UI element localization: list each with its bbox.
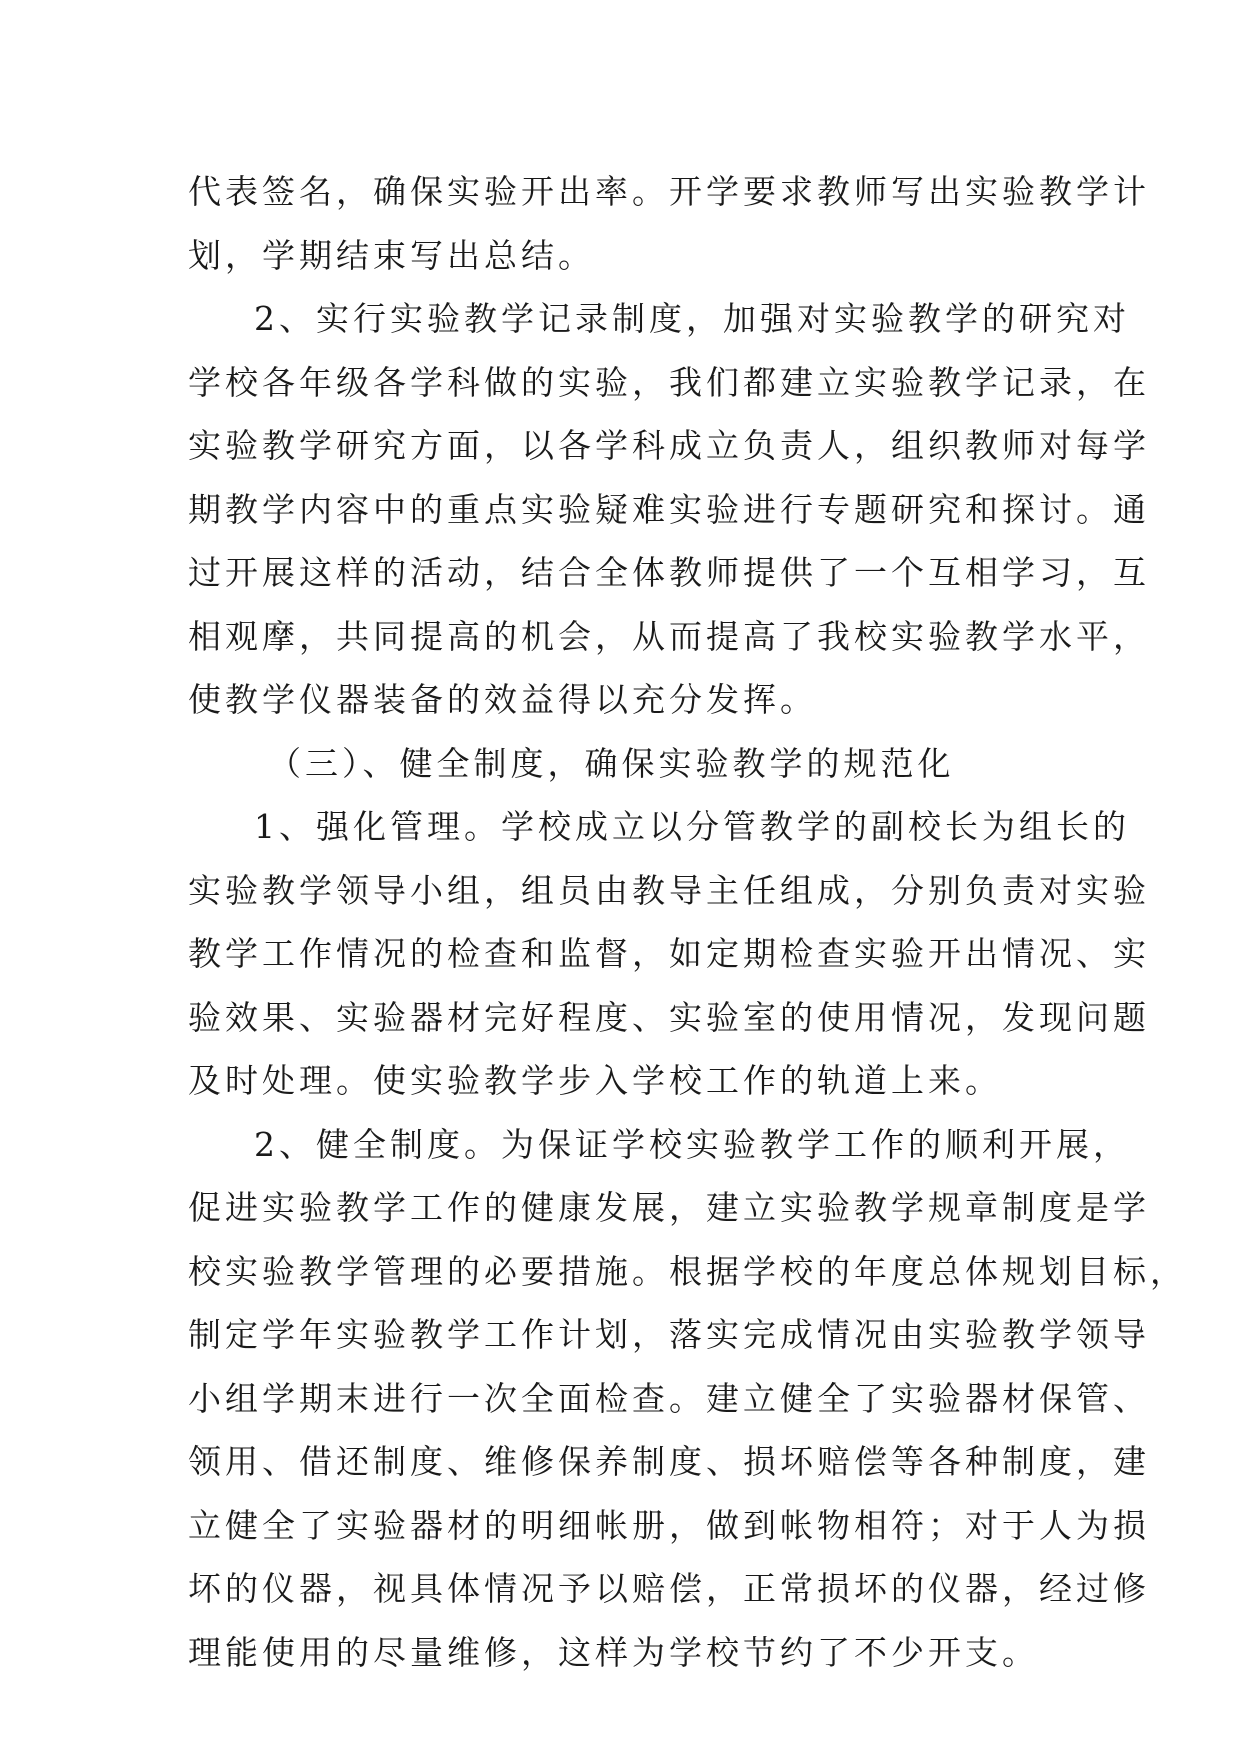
paragraph-line: 坏的仪器，视具体情况予以赔偿，正常损坏的仪器，经过修 <box>188 1569 1150 1608</box>
paragraph-line: 实验教学领导小组，组员由教导主任组成，分别负责对实验 <box>188 870 1150 910</box>
paragraph-line: 相观摩，共同提高的机会，从而提高了我校实验教学水平， <box>188 616 1150 656</box>
section-heading: （三）、健全制度，确保实验教学的规范化 <box>268 743 955 783</box>
paragraph-line: 理能使用的尽量维修，这样为学校节约了不少开支。 <box>188 1632 1039 1672</box>
paragraph-line: 过开展这样的活动，结合全体教师提供了一个互相学习，互 <box>188 553 1150 592</box>
paragraph-line: 划，学期结束写出总结。 <box>188 235 595 275</box>
paragraph-line: 领用、借还制度、维修保养制度、损坏赔偿等各种制度，建 <box>188 1442 1150 1481</box>
paragraph-line: 2、健全制度。为保证学校实验教学工作的顺利开展， <box>254 1124 1130 1164</box>
paragraph-line: 使教学仪器装备的效益得以充分发挥。 <box>188 680 817 719</box>
paragraph-line: 立健全了实验器材的明细帐册，做到帐物相符；对于人为损 <box>188 1505 1150 1545</box>
paragraph-line: 校实验教学管理的必要措施。根据学校的年度总体规划目标， <box>188 1251 1187 1291</box>
paragraph-line: 验效果、实验器材完好程度、实验室的使用情况，发现问题 <box>188 997 1150 1037</box>
paragraph-line: 教学工作情况的检查和监督，如定期检查实验开出情况、实 <box>188 934 1150 973</box>
document-body <box>188 160 1187 1684</box>
paragraph-line: 期教学内容中的重点实验疑难实验进行专题研究和探讨。通 <box>188 489 1150 529</box>
paragraph-line: 代表签名，确保实验开出率。开学要求教师写出实验教学计 <box>188 172 1150 211</box>
paragraph-line: 实验教学研究方面，以各学科成立负责人，组织教师对每学 <box>188 426 1150 465</box>
paragraph-line: 小组学期末进行一次全面检查。建立健全了实验器材保管、 <box>188 1378 1150 1418</box>
paragraph-line: 2、实行实验教学记录制度，加强对实验教学的研究对 <box>254 299 1130 338</box>
paragraph-line: 促进实验教学工作的健康发展，建立实验教学规章制度是学 <box>188 1188 1150 1227</box>
paragraph-line: 学校各年级各学科做的实验，我们都建立实验教学记录，在 <box>188 362 1150 402</box>
paragraph-line: 制定学年实验教学工作计划，落实完成情况由实验教学领导 <box>188 1315 1150 1354</box>
paragraph-line: 1、强化管理。学校成立以分管教学的副校长为组长的 <box>254 807 1130 846</box>
paragraph-line: 及时处理。使实验教学步入学校工作的轨道上来。 <box>188 1061 1002 1100</box>
